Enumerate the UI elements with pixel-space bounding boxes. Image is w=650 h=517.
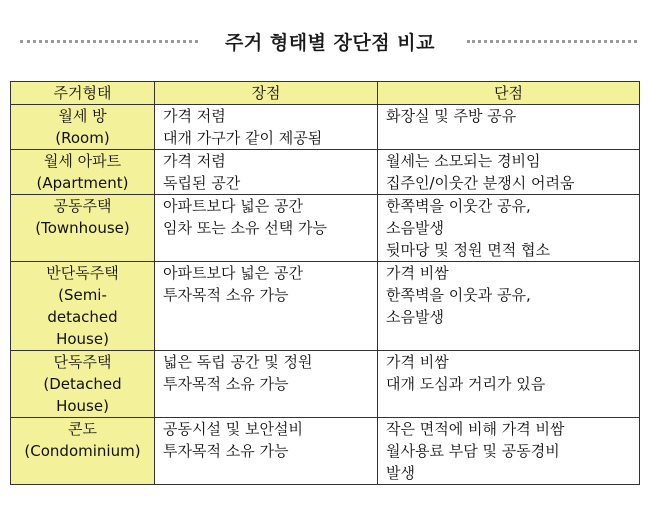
type-text: detached — [47, 308, 118, 326]
type-text: 월세 아파트 — [43, 152, 122, 170]
cons-text: 소음발생 — [386, 308, 444, 326]
table-header-row — [11, 82, 640, 105]
table-row — [11, 195, 640, 262]
header-type: 주거형태 — [11, 82, 155, 105]
type-text: House) — [56, 397, 109, 415]
cons-cell — [378, 195, 640, 262]
table-row — [11, 105, 640, 150]
header-pros: 장점 — [155, 82, 378, 105]
pros-cell — [155, 351, 378, 418]
cons-cell — [378, 262, 640, 351]
cons-cell — [378, 351, 640, 418]
cons-text: 집주인/이웃간 분쟁시 어려움 — [386, 174, 575, 192]
type-text: 단독주택 — [53, 353, 112, 371]
cons-text: 월세는 소모되는 경비임 — [386, 152, 541, 170]
page-title: 주거 형태별 장단점 비교 — [225, 32, 435, 54]
type-text: (Condominium) — [24, 442, 141, 460]
cons-text: 한쪽벽을 이웃간 공유, — [386, 197, 531, 215]
cons-text: 한쪽벽을 이웃과 공유, — [386, 286, 531, 304]
table-row — [11, 150, 640, 195]
pros-text: 아파트보다 넓은 공간 — [163, 264, 303, 282]
housing-type-cell — [11, 150, 155, 195]
cons-text: 뒷마당 및 정원 면적 협소 — [386, 241, 550, 259]
type-text: (Detached — [43, 375, 122, 393]
cons-text: 작은 면적에 비해 가격 비쌈 — [386, 420, 565, 438]
pros-text: 임차 또는 소유 선택 가능 — [163, 219, 327, 237]
pros-text: 독립된 공간 — [163, 174, 241, 192]
pros-text: 투자목적 소유 가능 — [163, 442, 289, 460]
pros-cell — [155, 105, 378, 150]
type-text: (Room) — [55, 129, 110, 147]
pros-text: 가격 저렴 — [163, 107, 226, 125]
cons-text: 화장실 및 주방 공유 — [386, 107, 517, 125]
type-text: 콘도 — [68, 420, 97, 438]
cons-text: 발생 — [386, 464, 415, 482]
housing-type-cell — [11, 105, 155, 150]
pros-text: 대개 가구가 같이 제공됨 — [163, 129, 323, 147]
table-row — [11, 351, 640, 418]
pros-text: 가격 저렴 — [163, 152, 226, 170]
type-text: 반단독주택 — [46, 264, 119, 282]
pros-cell — [155, 195, 378, 262]
pros-text: 넓은 독립 공간 및 정원 — [163, 353, 313, 371]
type-text: (Apartment) — [36, 174, 129, 192]
cons-text: 가격 비쌈 — [386, 264, 449, 282]
title-row — [0, 26, 650, 56]
type-text: 공동주택 — [53, 197, 112, 215]
type-text: (Semi- — [58, 286, 107, 304]
comparison-table — [10, 81, 640, 485]
pros-text: 투자목적 소유 가능 — [163, 375, 289, 393]
cons-cell — [378, 105, 640, 150]
type-text: 월세 방 — [58, 107, 107, 125]
pros-cell — [155, 150, 378, 195]
pros-text: 투자목적 소유 가능 — [163, 286, 289, 304]
type-text: House) — [56, 330, 109, 348]
cons-cell — [378, 150, 640, 195]
pros-cell — [155, 418, 378, 485]
housing-type-cell — [11, 418, 155, 485]
pros-text: 공동시설 및 보안설비 — [163, 420, 303, 438]
pros-text: 아파트보다 넓은 공간 — [163, 197, 303, 215]
cons-text: 소음발생 — [386, 219, 444, 237]
cons-text: 대개 도심과 거리가 있음 — [386, 375, 546, 393]
dotted-divider-left — [20, 40, 198, 43]
cons-text: 월사용료 부담 및 공동경비 — [386, 442, 560, 460]
cons-cell — [378, 418, 640, 485]
cons-text: 가격 비쌈 — [386, 353, 449, 371]
housing-type-cell — [11, 351, 155, 418]
pros-cell — [155, 262, 378, 351]
table-row — [11, 418, 640, 485]
table-row — [11, 262, 640, 351]
housing-type-cell — [11, 195, 155, 262]
header-cons: 단점 — [378, 82, 640, 105]
type-text: (Townhouse) — [35, 219, 130, 237]
dotted-divider-right — [467, 40, 637, 43]
housing-type-cell — [11, 262, 155, 351]
